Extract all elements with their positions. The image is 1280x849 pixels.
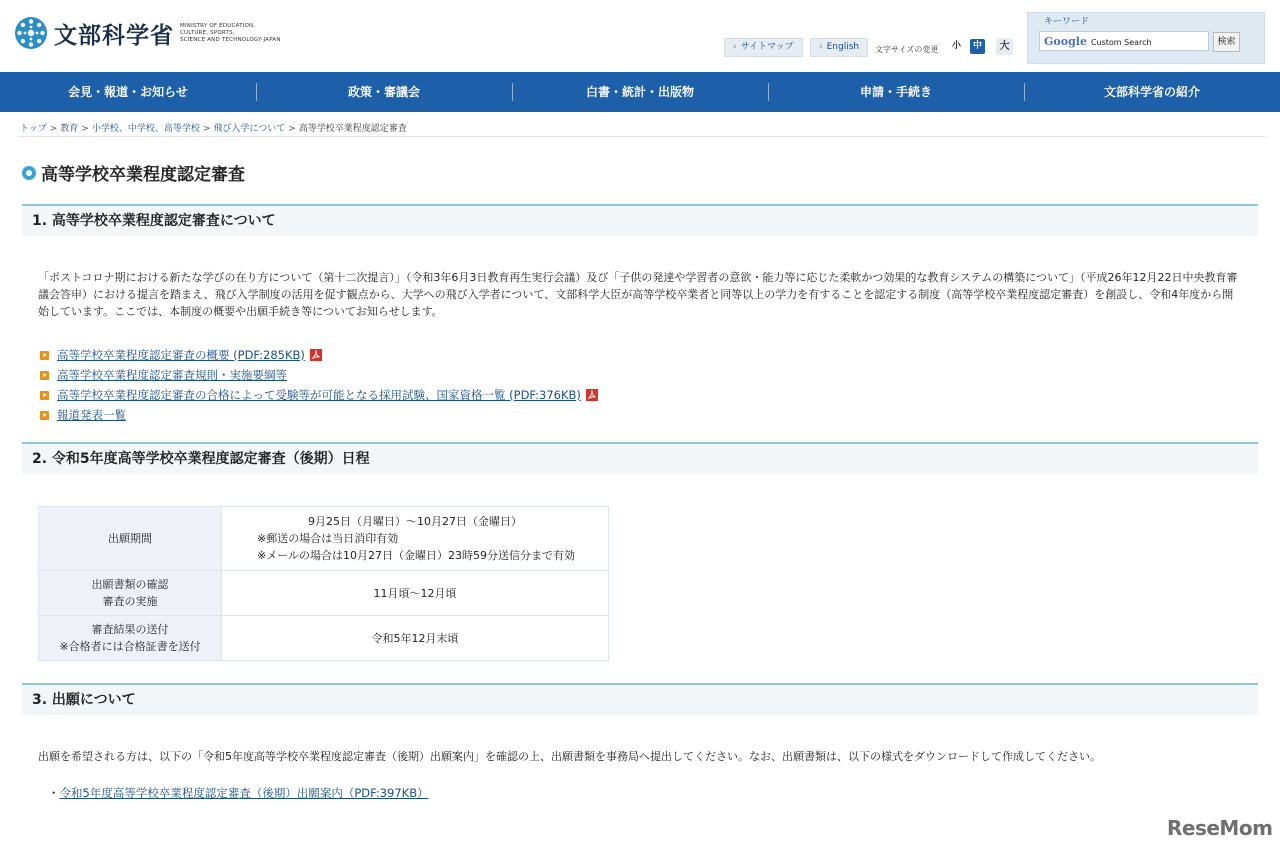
keyword-label: キーワード [1044, 17, 1090, 27]
table-cell: 令和5年12月末頃 [222, 616, 609, 661]
breadcrumb-separator: > [81, 124, 89, 134]
breadcrumb-link-schools[interactable]: 小学校、中学校、高等学校 [91, 124, 200, 134]
page-title-text: 高等学校卒業程度認定審査 [41, 165, 245, 185]
list-item [40, 345, 598, 365]
footer-margin [0, 802, 1280, 849]
pdf-icon [310, 349, 322, 361]
logo-japanese-text: 文部科学省 [54, 22, 174, 49]
breadcrumb-current: 高等学校卒業程度認定審査 [298, 124, 407, 134]
section-1-links [40, 345, 598, 425]
table-row [39, 507, 609, 571]
chevron-right-icon: › [733, 42, 737, 52]
ministry-logo[interactable] [14, 16, 300, 50]
table-cell: 9月25日（月曜日）～10月27日（金曜日） ※郵送の場合は当日消印有効 ※メールの場合は10月27日（金曜日）23時59分送信分まで有効 [222, 507, 609, 571]
english-button[interactable]: › English [810, 38, 868, 57]
list-item [40, 405, 598, 425]
application-guide-item: ・令和5年度高等学校卒業程度認定審査（後期）出願案内（PDF:397KB） [48, 786, 429, 800]
section-heading-1: 1. 高等学校卒業程度認定審査について [22, 204, 1258, 236]
font-size-label: 文字サイズの変更 [875, 45, 939, 54]
link-bullet-icon [40, 411, 49, 420]
breadcrumb-link-early-admission[interactable]: 飛び入学について [213, 124, 286, 134]
link-overview-pdf[interactable]: 高等学校卒業程度認定審査の概要 (PDF:285KB) [57, 348, 305, 362]
section-heading-3: 3. 出願について [22, 683, 1258, 715]
global-nav [0, 72, 1280, 112]
ministry-emblem-icon [14, 16, 48, 50]
breadcrumb [20, 121, 407, 134]
link-bullet-icon [40, 371, 49, 380]
section-1-body: 「ポストコロナ期における新たな学びの在り方について（第十二次提言）」（令和3年6月3日教育再生実行会議）及び「子供の発達や学習者の意欲・能力等に応じた柔軟かつ効果的な教育システムの構築について」（平成26年12月22日中央教育審議会答申）における提言を踏まえ、飛び入学制度の活用を促す観点から、大学への飛び入学者について、文部科学大臣が高等学校卒業者と同等以上の学力を有することを認定する制度（高等学校卒業程度認定審査）を創設し、令和4年度から開始しています。ここでは、本制度の概要や出願手続き等についてお知らせします。 [38, 271, 1238, 318]
site-header [0, 0, 1280, 72]
nav-item-press[interactable]: 会見・報道・お知らせ [68, 85, 188, 99]
table-header-cell: 出願書類の確認 審査の実施 [39, 571, 222, 616]
font-size-medium-button[interactable]: 中 [970, 39, 985, 54]
link-rules[interactable]: 高等学校卒業程度認定審査規則・実施要綱等 [57, 368, 287, 382]
nav-item-publications[interactable]: 白書・統計・出版物 [512, 72, 768, 112]
breadcrumb-divider [18, 136, 1266, 137]
link-qualifications-pdf[interactable]: 高等学校卒業程度認定審査の合格によって受験等が可能となる採用試験、国家資格一覧 (PDF:376KB) [57, 388, 581, 402]
nav-item-about[interactable]: 文部科学省の紹介 [1024, 72, 1280, 112]
nav-item-policy[interactable]: 政策・審議会 [256, 72, 512, 112]
list-item [40, 385, 598, 405]
link-bullet-icon [40, 351, 49, 360]
page-title [22, 160, 245, 185]
breadcrumb-link-education[interactable]: 教育 [60, 124, 79, 134]
title-bullet-icon [22, 166, 36, 180]
table-header-cell: 審査結果の送付 ※合格者には合格証書を送付 [39, 616, 222, 661]
table-cell: 11月頃～12月頃 [222, 571, 609, 616]
breadcrumb-separator: > [202, 124, 211, 134]
breadcrumb-separator: > [288, 124, 296, 134]
list-item [40, 365, 598, 385]
resemom-watermark: ReseMom [1167, 816, 1273, 840]
font-size-small-button[interactable]: 小 [949, 39, 964, 54]
google-logo: Google [1044, 35, 1087, 48]
search-button[interactable]: 検索 [1213, 32, 1240, 52]
breadcrumb-separator: > [49, 124, 58, 134]
link-bullet-icon [40, 391, 49, 400]
chevron-right-icon: › [819, 42, 823, 52]
search-input[interactable] [1039, 31, 1209, 51]
table-header-cell: 出願期間 [39, 507, 222, 571]
schedule-table [38, 506, 609, 661]
section-heading-2: 2. 令和5年度高等学校卒業程度認定審査（後期）日程 [22, 442, 1258, 474]
keyword-search [1027, 12, 1265, 64]
search-placeholder: Custom Search [1090, 38, 1152, 47]
link-application-guide-pdf[interactable]: 令和5年度高等学校卒業程度認定審査（後期）出願案内（PDF:397KB） [59, 786, 429, 800]
section-3-body: 出願を希望される方は、以下の「令和5年度高等学校卒業程度認定審査（後期）出願案内」を確認の上、出願書類を事務局へ提出してください。なお、出願書類は、以下の様式をダウンロードして作成してください。 [38, 750, 1101, 763]
table-row [39, 616, 609, 661]
font-size-large-button[interactable]: 大 [996, 38, 1013, 55]
logo-english-text: MINISTRY OF EDUCATION, CULTURE, SPORTS, SCIENCE AND TECHNOLOGY-JAPAN [180, 22, 281, 43]
table-row [39, 571, 609, 616]
breadcrumb-link-top[interactable]: トップ [20, 124, 47, 134]
pdf-icon [586, 389, 598, 401]
nav-item-applications[interactable]: 申請・手続き [768, 72, 1024, 112]
sitemap-button[interactable]: › サイトマップ [724, 38, 803, 57]
link-press-releases[interactable]: 報道発表一覧 [57, 408, 126, 422]
